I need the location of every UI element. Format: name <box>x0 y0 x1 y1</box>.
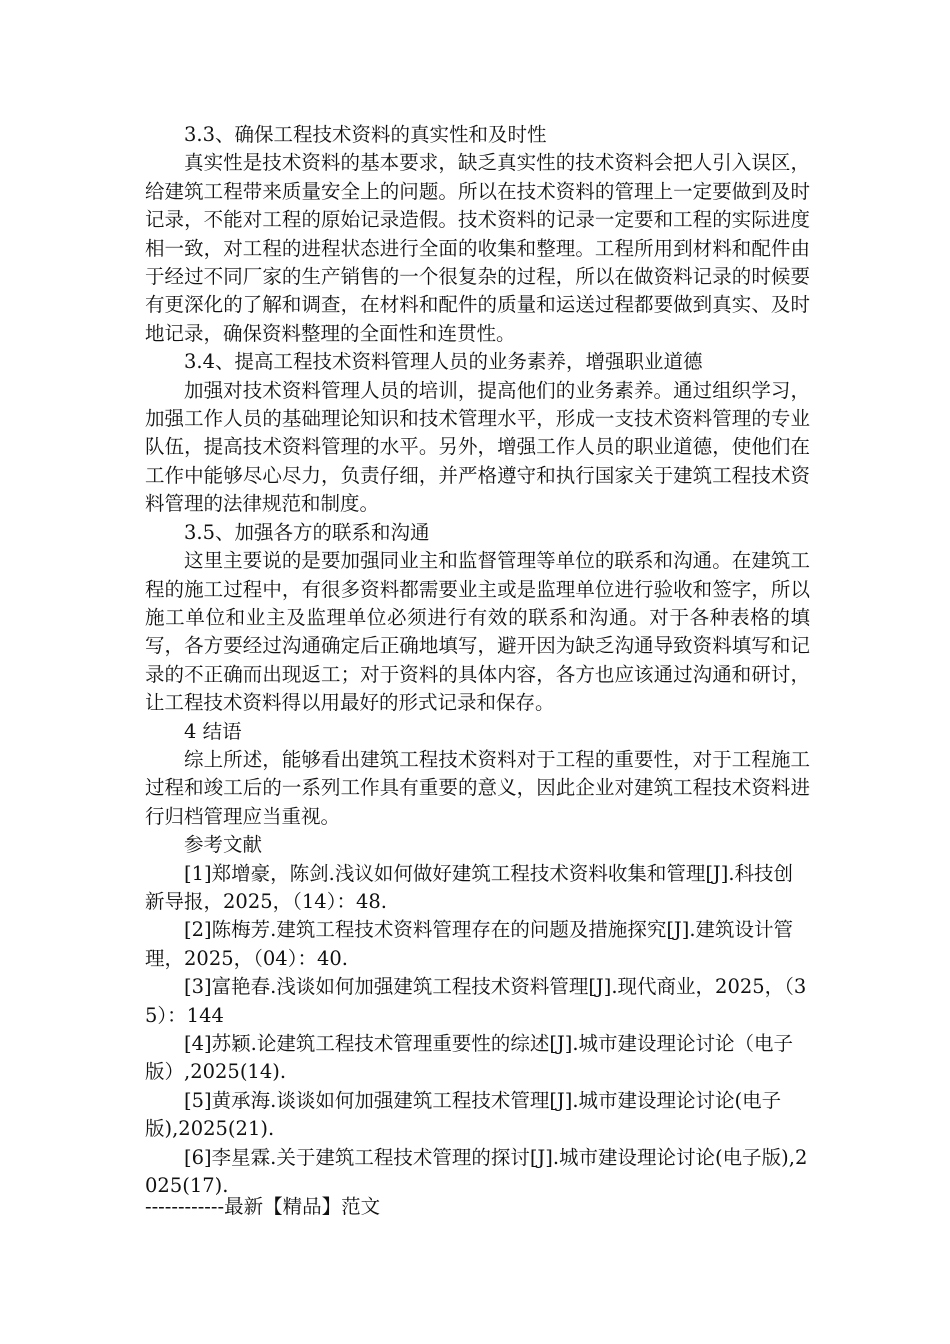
section-body-3-4: 加强对技术资料管理人员的培训，提高他们的业务素养。通过组织学习，加强工作人员的基础理论知识和技术管理水平，形成一支技术资料管理的专业队伍，提高技术资料管理的水平。另外，增强工作人员的职业道德，使他们在工作中能够尽心尽力，负责仔细，并严格遵守和执行国家关于建筑工程技术资料管理的法律规范和制度。 <box>145 378 810 516</box>
reference-item-6: [6]李星霖.关于建筑工程技术管理的探讨[J].城市建设理论讨论(电子版),2025(17). <box>145 1145 808 1198</box>
document-body <box>145 121 810 1200</box>
section-heading-3-3: 3.3、确保工程技术资料的真实性和及时性 <box>184 123 547 146</box>
section-heading-3-4: 3.4、提高工程技术资料管理人员的业务素养，增强职业道德 <box>184 350 703 374</box>
reference-item-5: [5]黄承海.谈谈如何加强建筑工程技术管理[J].城市建设理论讨论(电子版),2025(21). <box>145 1088 782 1141</box>
reference-item-1: [1]郑增豪，陈剑.浅议如何做好建筑工程技术资料收集和管理[J].科技创新导报，2025，（14）：48. <box>145 861 794 913</box>
references-heading: 参考文献 <box>184 833 263 857</box>
reference-item-4: [4]苏颖.论建筑工程技术管理重要性的综述[J].城市建设理论讨论（电子版）,2025(14). <box>145 1032 794 1084</box>
section-body-conclusion: 综上所述，能够看出建筑工程技术资料对于工程的重要性，对于工程施工过程和竣工后的一系列工作具有重要的意义，因此企业对建筑工程技术资料进行归档管理应当重视。 <box>145 747 810 828</box>
page-footer: ------------最新【精品】范文 <box>145 1195 381 1218</box>
section-heading-conclusion: 4 结语 <box>184 719 242 743</box>
section-body-3-3: 真实性是技术资料的基本要求，缺乏真实性的技术资料会把人引入误区，给建筑工程带来质量安全上的问题。所以在技术资料的管理上一定要做到及时记录，不能对工程的原始记录造假。技术资料的记录一定要和工程的实际进度相一致，对工程的进程状态进行全面的收集和整理。工程所用到材料和配件由于经过不同厂家的生产销售的一个很复杂的过程，所以在做资料记录的时候要有更深化的了解和调查，在材料和配件的质量和运送过程都要做到真实、及时地记录，确保资料整理的全面性和连贯性。 <box>145 151 810 345</box>
section-body-3-5: 这里主要说的是要加强同业主和监督管理等单位的联系和沟通。在建筑工程的施工过程中，有很多资料都需要业主或是监理单位进行验收和签字，所以施工单位和业主及监理单位必须进行有效的联系和沟通。对于各种表格的填写，各方要经过沟通确定后正确地填写，避开因为缺乏沟通导致资料填写和记录的不正确而出现返工；对于资料的具体内容，各方也应该通过沟通和研讨，让工程技术资料得以用最好的形式记录和保存。 <box>145 549 810 715</box>
reference-item-2: [2]陈梅芳.建筑工程技术资料管理存在的问题及措施探究[J].建筑设计管理，2025，（04）：40. <box>145 918 794 970</box>
section-heading-3-5: 3.5、加强各方的联系和沟通 <box>184 520 430 544</box>
reference-item-3: [3]富艳春.浅谈如何加强建筑工程技术资料管理[J].现代商业，2025，（35）：144 <box>145 975 807 1027</box>
